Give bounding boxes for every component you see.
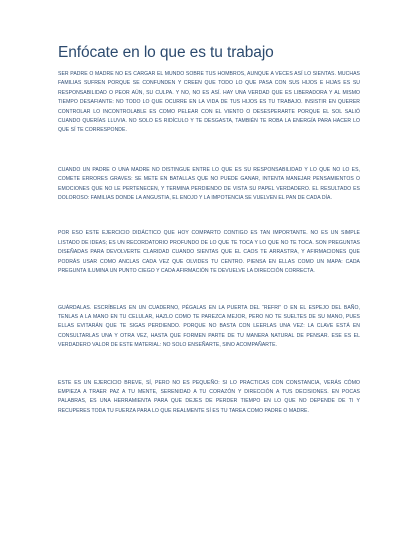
paragraph-1: SER PADRE O MADRE NO ES CARGAR EL MUNDO SOBRE TUS HOMBROS, AUNQUE A VECES ASÍ LO SIENTAS. MUCHAS FAMILIAS SUFREN PORQUE SE CONFUNDEN Y CREEN QUE TODO LO QUE PASA CON SUS HIJOS E HIJAS ES SU RESPONSABILIDAD O PEOR AÚN, SU CULPA. Y NO, NO ES ASÍ. HAY UNA VERDAD QUE ES LIBERADORA Y AL MISMO TIEMPO DESAFIANTE: NO TODO LO QUE OCURRE EN LA VIDA DE TUS HIJOS ES TU TRABAJO. INSISTIR EN QUERER CONTROLAR LO INCONTROLABLE ES COMO PELEAR CON EL VIENTO O DESESPERARTE PORQUE EL SOL SALIÓ CUANDO QUERÍAS LLUVIA. NO SOLO ES RIDÍCULO Y TE DESGASTA, TAMBIÉN TE ROBA LA ENERGÍA PARA HACER LO QUE SÍ TE CORRESPONDE. <box>58 71 360 134</box>
paragraph-5: ESTE ES UN EJERCICIO BREVE, SÍ, PERO NO ES PEQUEÑO: SI LO PRACTICAS CON CONSTANCIA, VERÁS CÓMO EMPIEZA A TRAER PAZ A TU MENTE, SERENIDAD A TU CORAZÓN Y DIRECCIÓN A TUS DECISIONES. EN POCAS PALABRAS, ES UNA HERRAMIENTA PARA QUE DEJES DE PERDER TIEMPO EN LO QUE NO DEPENDE DE TI Y RECUPERES TODA TU FUERZA PARA LO QUE REALMENTE SÍ ES TU TAREA COMO PADRE O MADRE. <box>58 379 360 414</box>
page-title: Enfócate en lo que es tu trabajo <box>58 44 274 61</box>
paragraph-4: GUÁRDALAS. ESCRÍBELAS EN UN CUADERNO, PÉGALAS EN LA PUERTA DEL “REFRI” O EN EL ESPEJO DEL BAÑO, TENLAS A LA MANO EN TU CELULAR, HAZLO COMO TE PAREZCA MEJOR, PERO NO TE SUELTES DE SU MANO, PUES ELLAS EVITARÁN QUE TE SIGAS PERDIENDO. PORQUE NO BASTA CON LEERLAS UNA VEZ: LA CLAVE ESTÁ EN CONSULTARLAS UNA Y OTRA VEZ, HASTA QUE FORMEN PARTE DE TU MANERA NATURAL DE PENSAR. ESE ES EL VERDADERO VALOR DE ESTE MATERIAL: NO SOLO ENSEÑARTE, SINO ACOMPAÑARTE. <box>58 304 360 349</box>
paragraph-2: CUANDO UN PADRE O UNA MADRE NO DISTINGUE ENTRE LO QUE ES SU RESPONSABILIDAD Y LO QUE NO LO ES, COMETE ERRORES GRAVES: SE METE EN BATALLAS QUE NO PUEDE GANAR, INTENTA MANEJAR PENSAMIENTOS O EMOCIONES QUE NO LE PERTENECEN, Y TERMINA PERDIENDO DE VISTA SU PAPEL VERDADERO. EL RESULTADO ES DOLOROSO: FAMILIAS DONDE LA ANGUSTIA, EL ENOJO Y LA IMPOTENCIA SE VUELVEN EL PAN DE CADA DÍA. <box>58 166 360 202</box>
document-page <box>58 44 360 416</box>
paragraph-3: POR ESO ESTE EJERCICIO DIDÁCTICO QUE HOY COMPARTO CONTIGO ES TAN IMPORTANTE. NO ES UN SIMPLE LISTADO DE IDEAS; ES UN RECORDATORIO PROFUNDO DE LO QUE TE TOCA Y LO QUE NO TE TOCA. SON PREGUNTAS DISEÑADAS PARA DEVOLVERTE CLARIDAD CUANDO SIENTAS QUE EL CAOS TE ARRASTRA, Y AFIRMACIONES QUE PODRÁS USAR COMO ANCLAS CADA VEZ QUE OLVIDES TU CENTRO. PIENSA EN ELLAS COMO UN MAPA: CADA PREGUNTA ILUMINA UN PUNTO CIEGO Y CADA AFIRMACIÓN TE DEVUELVE LA DIRECCIÓN CORRECTA. <box>58 230 360 275</box>
